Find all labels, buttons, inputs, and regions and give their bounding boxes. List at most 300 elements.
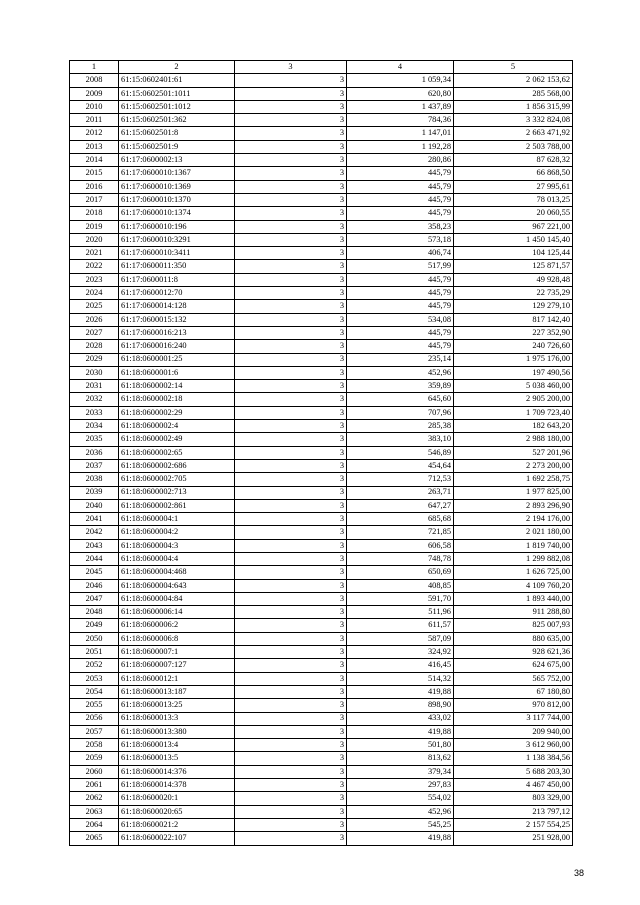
- table-cell: 2037: [70, 459, 119, 472]
- table-cell: 3: [235, 287, 347, 300]
- table-cell: 445,79: [347, 167, 454, 180]
- table-cell: 2042: [70, 526, 119, 539]
- table-cell: 445,79: [347, 273, 454, 286]
- table-cell: 61:15:0602401:61: [119, 74, 235, 87]
- table-row: [70, 579, 573, 592]
- table-cell: 2024: [70, 287, 119, 300]
- table-row: [70, 273, 573, 286]
- table-cell: 61:18:0600004:1: [119, 513, 235, 526]
- table-cell: 2021: [70, 247, 119, 260]
- table-cell: 61:18:0600004:468: [119, 566, 235, 579]
- table-row: [70, 353, 573, 366]
- table-row: [70, 513, 573, 526]
- table-row: [70, 300, 573, 313]
- table-cell: 49 928,48: [454, 273, 573, 286]
- table-cell: 2 157 554,25: [454, 818, 573, 831]
- table-cell: 3: [235, 366, 347, 379]
- table-cell: 2 194 176,00: [454, 513, 573, 526]
- table-cell: 2018: [70, 207, 119, 220]
- table-cell: 3: [235, 659, 347, 672]
- table-cell: 61:18:0600022:107: [119, 832, 235, 845]
- table-cell: 406,74: [347, 247, 454, 260]
- table-row: [70, 473, 573, 486]
- table-cell: 2058: [70, 739, 119, 752]
- table-row: [70, 659, 573, 672]
- table-cell: 61:18:0600002:49: [119, 433, 235, 446]
- table-cell: 3: [235, 646, 347, 659]
- table-cell: 707,96: [347, 406, 454, 419]
- table-cell: 61:18:0600013:5: [119, 752, 235, 765]
- table-cell: 61:18:0600002:14: [119, 380, 235, 393]
- table-cell: 1 059,34: [347, 74, 454, 87]
- table-cell: 3: [235, 87, 347, 100]
- table-cell: 3: [235, 207, 347, 220]
- table-row: [70, 127, 573, 140]
- table-cell: 358,23: [347, 220, 454, 233]
- table-cell: 3: [235, 579, 347, 592]
- table-cell: 1 709 723,40: [454, 406, 573, 419]
- table-cell: 61:17:0600011:350: [119, 260, 235, 273]
- table-cell: 3: [235, 752, 347, 765]
- table-cell: 61:17:0600002:13: [119, 154, 235, 167]
- table-cell: 2022: [70, 260, 119, 273]
- table-row: [70, 340, 573, 353]
- table-cell: 2 503 788,00: [454, 140, 573, 153]
- table-row: [70, 499, 573, 512]
- table-cell: 2049: [70, 619, 119, 632]
- table-cell: 445,79: [347, 193, 454, 206]
- table-cell: 1 819 740,00: [454, 539, 573, 552]
- table-cell: 2015: [70, 167, 119, 180]
- table-cell: 61:18:0600002:713: [119, 486, 235, 499]
- table-row: [70, 114, 573, 127]
- table-cell: 3: [235, 74, 347, 87]
- table-cell: 209 940,00: [454, 725, 573, 738]
- table-cell: 61:17:0600010:1374: [119, 207, 235, 220]
- table-cell: 61:18:0600007:127: [119, 659, 235, 672]
- table-cell: 2 893 296,90: [454, 499, 573, 512]
- table-cell: 2060: [70, 765, 119, 778]
- table-cell: 967 221,00: [454, 220, 573, 233]
- table-cell: 3: [235, 273, 347, 286]
- table-cell: 2 905 200,00: [454, 393, 573, 406]
- table-cell: 2 988 180,00: [454, 433, 573, 446]
- column-header: 4: [347, 61, 454, 74]
- table-cell: 645,60: [347, 393, 454, 406]
- table-cell: 2020: [70, 233, 119, 246]
- table-cell: 2028: [70, 340, 119, 353]
- table-row: [70, 420, 573, 433]
- table-cell: 803 329,00: [454, 792, 573, 805]
- table-cell: 2 663 471,92: [454, 127, 573, 140]
- table-cell: 2040: [70, 499, 119, 512]
- table-cell: 433,02: [347, 712, 454, 725]
- table-cell: 3: [235, 725, 347, 738]
- table-cell: 2047: [70, 592, 119, 605]
- table-cell: 324,92: [347, 646, 454, 659]
- table-row: [70, 154, 573, 167]
- table-cell: 2030: [70, 366, 119, 379]
- table-cell: 445,79: [347, 326, 454, 339]
- table-cell: 1 138 384,56: [454, 752, 573, 765]
- table-cell: 573,18: [347, 233, 454, 246]
- table-cell: 61:18:0600006:2: [119, 619, 235, 632]
- table-cell: 1 437,89: [347, 100, 454, 113]
- table-cell: 880 635,00: [454, 632, 573, 645]
- table-row: [70, 393, 573, 406]
- table-cell: 379,34: [347, 765, 454, 778]
- table-cell: 61:18:0600014:376: [119, 765, 235, 778]
- table-cell: 527 201,96: [454, 446, 573, 459]
- table-cell: 3: [235, 832, 347, 845]
- table-cell: 1 975 176,00: [454, 353, 573, 366]
- table-cell: 2027: [70, 326, 119, 339]
- table-cell: 4 109 760,20: [454, 579, 573, 592]
- table-cell: 2031: [70, 380, 119, 393]
- table-cell: 227 352,90: [454, 326, 573, 339]
- table-cell: 511,96: [347, 606, 454, 619]
- table-cell: 2035: [70, 433, 119, 446]
- table-row: [70, 752, 573, 765]
- table-row: [70, 818, 573, 831]
- table-cell: 3: [235, 699, 347, 712]
- table-cell: 61:15:0602501:1012: [119, 100, 235, 113]
- table-cell: 2044: [70, 552, 119, 565]
- table-cell: 2065: [70, 832, 119, 845]
- table-cell: 2016: [70, 180, 119, 193]
- table-cell: 3: [235, 353, 347, 366]
- table-cell: 383,10: [347, 433, 454, 446]
- table-cell: 61:18:0600013:25: [119, 699, 235, 712]
- page-number: 38: [573, 868, 584, 878]
- table-cell: 3: [235, 380, 347, 393]
- table-cell: 61:17:0600016:213: [119, 326, 235, 339]
- table-cell: 2017: [70, 193, 119, 206]
- table-cell: 445,79: [347, 340, 454, 353]
- table-cell: 297,83: [347, 779, 454, 792]
- table-cell: 3: [235, 552, 347, 565]
- table-cell: 235,14: [347, 353, 454, 366]
- table-row: [70, 433, 573, 446]
- table-row: [70, 552, 573, 565]
- table-cell: 61:18:0600002:29: [119, 406, 235, 419]
- table-cell: 61:18:0600004:3: [119, 539, 235, 552]
- table-body: [70, 74, 573, 845]
- table-row: [70, 193, 573, 206]
- table-cell: 61:18:0600013:187: [119, 685, 235, 698]
- table-cell: 3: [235, 459, 347, 472]
- table-cell: 452,96: [347, 805, 454, 818]
- table-cell: 2048: [70, 606, 119, 619]
- table-cell: 3: [235, 526, 347, 539]
- table-cell: 2025: [70, 300, 119, 313]
- table-row: [70, 100, 573, 113]
- table-cell: 2033: [70, 406, 119, 419]
- table-cell: 263,71: [347, 486, 454, 499]
- table-cell: 3: [235, 486, 347, 499]
- table-cell: 546,89: [347, 446, 454, 459]
- table-cell: 61:17:0600010:3291: [119, 233, 235, 246]
- column-header: 3: [235, 61, 347, 74]
- table-cell: 66 868,50: [454, 167, 573, 180]
- table-cell: 898,90: [347, 699, 454, 712]
- table-cell: 182 643,20: [454, 420, 573, 433]
- table-cell: 61:17:0600010:1369: [119, 180, 235, 193]
- table-cell: 67 180,80: [454, 685, 573, 698]
- table-cell: 2045: [70, 566, 119, 579]
- table-cell: 408,85: [347, 579, 454, 592]
- table-cell: 251 928,00: [454, 832, 573, 845]
- table-cell: 3: [235, 127, 347, 140]
- table-cell: 3: [235, 100, 347, 113]
- table-cell: 2052: [70, 659, 119, 672]
- table-row: [70, 792, 573, 805]
- table-row: [70, 725, 573, 738]
- table-cell: 445,79: [347, 300, 454, 313]
- table-cell: 3: [235, 300, 347, 313]
- table-cell: 3: [235, 765, 347, 778]
- table-cell: 61:18:0600013:4: [119, 739, 235, 752]
- table-row: [70, 646, 573, 659]
- table-cell: 3: [235, 420, 347, 433]
- table-cell: 2043: [70, 539, 119, 552]
- table-row: [70, 712, 573, 725]
- header-row: [70, 61, 573, 74]
- table-cell: 712,53: [347, 473, 454, 486]
- table-cell: 3: [235, 326, 347, 339]
- table-cell: 813,62: [347, 752, 454, 765]
- table-cell: 2041: [70, 513, 119, 526]
- table-cell: 606,58: [347, 539, 454, 552]
- table-cell: 2061: [70, 779, 119, 792]
- table-row: [70, 779, 573, 792]
- table-cell: 554,02: [347, 792, 454, 805]
- table-cell: 419,88: [347, 725, 454, 738]
- table-cell: 2010: [70, 100, 119, 113]
- table-cell: 2013: [70, 140, 119, 153]
- table-cell: 61:18:0600004:4: [119, 552, 235, 565]
- column-header: 2: [119, 61, 235, 74]
- table-cell: 2053: [70, 672, 119, 685]
- table-cell: 61:17:0600016:240: [119, 340, 235, 353]
- table-cell: 3 612 960,00: [454, 739, 573, 752]
- table-cell: 61:17:0600014:128: [119, 300, 235, 313]
- table-row: [70, 207, 573, 220]
- table-cell: 2050: [70, 632, 119, 645]
- table-row: [70, 140, 573, 153]
- table-cell: 61:17:0600012:70: [119, 287, 235, 300]
- table-cell: 3: [235, 247, 347, 260]
- table-cell: 565 752,00: [454, 672, 573, 685]
- table-cell: 1 450 145,40: [454, 233, 573, 246]
- table-cell: 5 038 460,00: [454, 380, 573, 393]
- table-cell: 784,36: [347, 114, 454, 127]
- table-cell: 213 797,12: [454, 805, 573, 818]
- table-row: [70, 632, 573, 645]
- table-cell: 61:15:0602501:9: [119, 140, 235, 153]
- table-cell: 1 626 725,00: [454, 566, 573, 579]
- table-cell: 2029: [70, 353, 119, 366]
- table-cell: 3: [235, 433, 347, 446]
- table-cell: 3: [235, 779, 347, 792]
- table-cell: 61:18:0600014:378: [119, 779, 235, 792]
- table-cell: 61:18:0600020:65: [119, 805, 235, 818]
- table-cell: 2008: [70, 74, 119, 87]
- table-cell: 3: [235, 114, 347, 127]
- table-cell: 129 279,10: [454, 300, 573, 313]
- table-cell: 2038: [70, 473, 119, 486]
- table-row: [70, 606, 573, 619]
- table-cell: 416,45: [347, 659, 454, 672]
- table-cell: 3: [235, 685, 347, 698]
- table-cell: 61:18:0600002:65: [119, 446, 235, 459]
- table-cell: 2064: [70, 818, 119, 831]
- table-cell: 3: [235, 818, 347, 831]
- table-cell: 1 192,28: [347, 140, 454, 153]
- table-cell: 611,57: [347, 619, 454, 632]
- table-cell: 445,79: [347, 287, 454, 300]
- table-cell: 2051: [70, 646, 119, 659]
- table-cell: 2039: [70, 486, 119, 499]
- table-cell: 61:15:0602501:362: [119, 114, 235, 127]
- table-cell: 3: [235, 805, 347, 818]
- table-cell: 2011: [70, 114, 119, 127]
- table-cell: 280,86: [347, 154, 454, 167]
- cadastral-value-table: [69, 60, 573, 846]
- table-cell: 3: [235, 792, 347, 805]
- table-row: [70, 459, 573, 472]
- table-cell: 2012: [70, 127, 119, 140]
- table-cell: 624 675,00: [454, 659, 573, 672]
- table-cell: 5 688 203,30: [454, 765, 573, 778]
- table-cell: 928 621,36: [454, 646, 573, 659]
- table-cell: 1 147,01: [347, 127, 454, 140]
- table-cell: 445,79: [347, 180, 454, 193]
- table-cell: 61:18:0600004:84: [119, 592, 235, 605]
- table-cell: 501,80: [347, 739, 454, 752]
- table-row: [70, 180, 573, 193]
- table-row: [70, 592, 573, 605]
- table-cell: 2062: [70, 792, 119, 805]
- table-row: [70, 247, 573, 260]
- table-cell: 2 021 180,00: [454, 526, 573, 539]
- table-cell: 445,79: [347, 207, 454, 220]
- table-cell: 3: [235, 446, 347, 459]
- table-row: [70, 220, 573, 233]
- table-cell: 2036: [70, 446, 119, 459]
- table-cell: 911 288,80: [454, 606, 573, 619]
- table-cell: 197 490,56: [454, 366, 573, 379]
- table-row: [70, 446, 573, 459]
- table-cell: 591,70: [347, 592, 454, 605]
- table-cell: 61:18:0600021:2: [119, 818, 235, 831]
- table-row: [70, 233, 573, 246]
- table-cell: 3: [235, 539, 347, 552]
- table-cell: 3: [235, 619, 347, 632]
- table-cell: 2057: [70, 725, 119, 738]
- table-cell: 3: [235, 340, 347, 353]
- table-cell: 2014: [70, 154, 119, 167]
- table-cell: 1 692 258,75: [454, 473, 573, 486]
- table-cell: 125 871,57: [454, 260, 573, 273]
- table-cell: 1 856 315,99: [454, 100, 573, 113]
- table-row: [70, 526, 573, 539]
- table-cell: 22 735,29: [454, 287, 573, 300]
- table-cell: 61:18:0600001:6: [119, 366, 235, 379]
- table-row: [70, 326, 573, 339]
- table-cell: 647,27: [347, 499, 454, 512]
- table-cell: 685,68: [347, 513, 454, 526]
- table-row: [70, 805, 573, 818]
- table-cell: 2 062 153,62: [454, 74, 573, 87]
- table-cell: 2055: [70, 699, 119, 712]
- table-cell: 61:18:0600013:3: [119, 712, 235, 725]
- table-cell: 748,78: [347, 552, 454, 565]
- table-row: [70, 672, 573, 685]
- table-cell: 104 125,44: [454, 247, 573, 260]
- table-row: [70, 685, 573, 698]
- table-cell: 419,88: [347, 685, 454, 698]
- table-cell: 3: [235, 499, 347, 512]
- table-cell: 3: [235, 260, 347, 273]
- table-cell: 817 142,40: [454, 313, 573, 326]
- table-row: [70, 699, 573, 712]
- table-cell: 3: [235, 167, 347, 180]
- column-header: 1: [70, 61, 119, 74]
- table-cell: 3: [235, 140, 347, 153]
- table-cell: 3: [235, 220, 347, 233]
- table-cell: 2 273 200,00: [454, 459, 573, 472]
- table-cell: 240 726,60: [454, 340, 573, 353]
- table-row: [70, 566, 573, 579]
- table-cell: 61:18:0600007:1: [119, 646, 235, 659]
- table-cell: 1 893 440,00: [454, 592, 573, 605]
- table-cell: 61:15:0602501:1011: [119, 87, 235, 100]
- table-cell: 27 995,61: [454, 180, 573, 193]
- table-cell: 61:18:0600012:1: [119, 672, 235, 685]
- table-cell: 2063: [70, 805, 119, 818]
- table-cell: 61:18:0600002:18: [119, 393, 235, 406]
- table-cell: 825 007,93: [454, 619, 573, 632]
- table-row: [70, 313, 573, 326]
- table-cell: 61:17:0600011:8: [119, 273, 235, 286]
- table-cell: 587,09: [347, 632, 454, 645]
- table-cell: 3: [235, 592, 347, 605]
- table-cell: 61:18:0600004:2: [119, 526, 235, 539]
- table-cell: 3: [235, 712, 347, 725]
- table-cell: 61:17:0600010:1370: [119, 193, 235, 206]
- table-row: [70, 260, 573, 273]
- table-row: [70, 832, 573, 845]
- table-cell: 3: [235, 154, 347, 167]
- table-row: [70, 380, 573, 393]
- table-cell: 61:18:0600002:686: [119, 459, 235, 472]
- table-cell: 2054: [70, 685, 119, 698]
- table-cell: 20 060,55: [454, 207, 573, 220]
- table-cell: 2019: [70, 220, 119, 233]
- table-cell: 3: [235, 473, 347, 486]
- table-cell: 3: [235, 606, 347, 619]
- table-cell: 61:18:0600006:8: [119, 632, 235, 645]
- table-cell: 3: [235, 193, 347, 206]
- table-cell: 545,25: [347, 818, 454, 831]
- table-cell: 2059: [70, 752, 119, 765]
- table-row: [70, 287, 573, 300]
- table-row: [70, 406, 573, 419]
- table-cell: 78 013,25: [454, 193, 573, 206]
- table-cell: 87 628,32: [454, 154, 573, 167]
- table-cell: 3: [235, 513, 347, 526]
